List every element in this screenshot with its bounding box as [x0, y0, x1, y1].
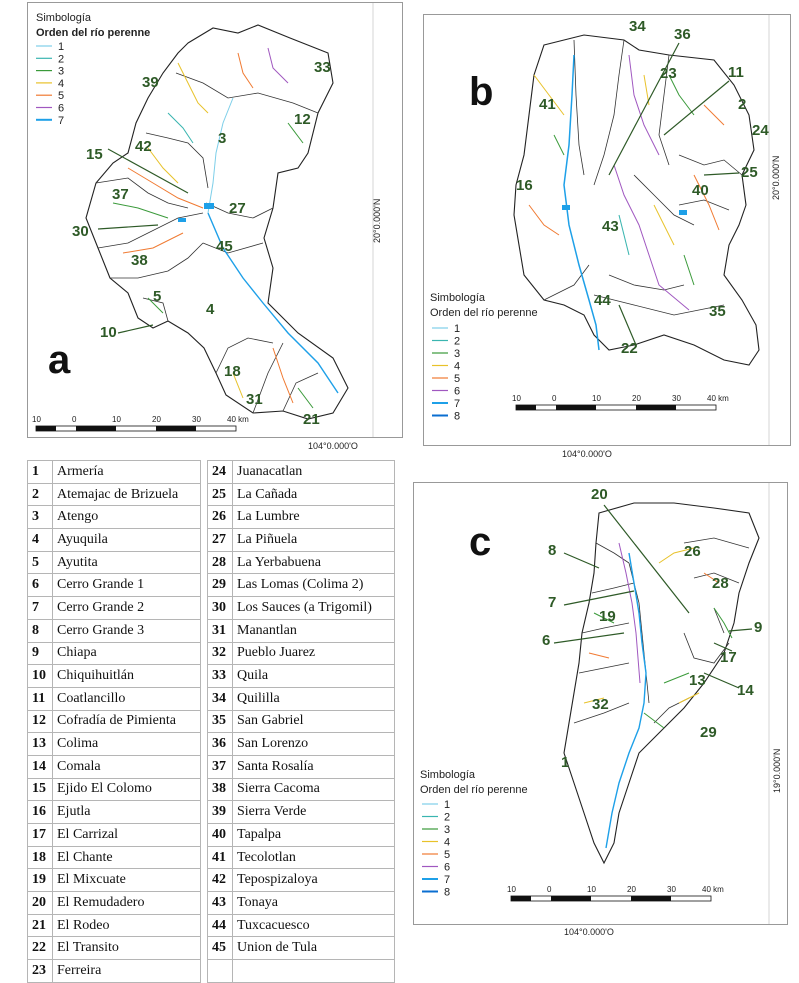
- basin-number-label: 43: [602, 218, 619, 235]
- basin-number: 26: [208, 506, 233, 529]
- basin-name: Tonaya: [233, 892, 395, 915]
- basin-number-label: 34: [629, 18, 646, 35]
- basin-name: Cofradía de Pimienta: [53, 710, 201, 733]
- basin-number: 39: [208, 801, 233, 824]
- label-leader-line: [664, 81, 729, 135]
- scale-label: 10: [512, 394, 521, 403]
- legend-order-label: 6: [58, 102, 65, 115]
- basin-name: Ayutita: [53, 551, 201, 574]
- lon-label-c: 104°0.000'O: [564, 927, 614, 937]
- basin-name: El Remudadero: [53, 892, 201, 915]
- basin-name: Quililla: [233, 687, 395, 710]
- basin-number-label: 12: [294, 111, 311, 128]
- basin-number-label: 25: [741, 164, 758, 181]
- basin-number-label: 15: [86, 146, 103, 163]
- scale-label: 0: [547, 885, 552, 894]
- basin-number-label: 44: [594, 292, 611, 309]
- basin-row: [208, 846, 395, 869]
- basin-table-left: [27, 460, 201, 983]
- basin-row: [208, 483, 395, 506]
- label-leader-line: [554, 633, 624, 643]
- basin-number: 20: [28, 892, 53, 915]
- basin-number-label: 40: [692, 182, 709, 199]
- lat-label-b: 20°0.000'N: [771, 155, 781, 200]
- lon-label-b: 104°0.000'O: [562, 449, 612, 459]
- basin-name: Sierra Verde: [233, 801, 395, 824]
- basin-row: [208, 733, 395, 756]
- basin-labels-c: [542, 486, 762, 771]
- sub-basin-boundaries-b: [544, 40, 742, 315]
- panel-letter-a: a: [48, 338, 71, 382]
- legend-order-label: 4: [58, 77, 65, 90]
- basin-name: Tepospizaloya: [233, 869, 395, 892]
- basin-row: [28, 687, 201, 710]
- basin-name: Chiapa: [53, 642, 201, 665]
- scale-labels-c: [507, 885, 724, 894]
- basin-name: Atemajac de Brizuela: [53, 483, 201, 506]
- basin-number: 22: [28, 937, 53, 960]
- scale-bar-b: [516, 405, 716, 410]
- basin-number: 10: [28, 665, 53, 688]
- legend-order-label: 6: [444, 861, 451, 874]
- basin-name: Pueblo Juarez: [233, 642, 395, 665]
- basin-name: La Piñuela: [233, 529, 395, 552]
- basin-name: Cerro Grande 2: [53, 597, 201, 620]
- legend-order-label: 1: [444, 799, 451, 811]
- basin-name: La Lumbre: [233, 506, 395, 529]
- basin-number: 15: [28, 778, 53, 801]
- basin-number: 9: [28, 642, 53, 665]
- basin-number-label: 30: [72, 223, 89, 240]
- basin-row: [208, 960, 395, 983]
- basin-number-label: 5: [153, 288, 162, 305]
- basin-row: [208, 892, 395, 915]
- panel-letter-b: b: [469, 70, 494, 114]
- basin-row: [28, 642, 201, 665]
- basin-number-label: 31: [246, 391, 263, 408]
- basin-number: 19: [28, 869, 53, 892]
- basin-number-label: 28: [712, 575, 729, 592]
- rivers-b: [529, 55, 724, 350]
- basin-row: [28, 733, 201, 756]
- legend-order-label: 1: [454, 323, 461, 335]
- basin-row: [28, 597, 201, 620]
- lat-label-a: 20°0.000'N: [372, 198, 382, 243]
- basin-number-label: 8: [548, 542, 557, 559]
- basin-name: Tapalpa: [233, 824, 395, 847]
- map-b: [424, 15, 790, 459]
- basin-number-label: 38: [131, 252, 148, 269]
- basin-number-label: 11: [728, 64, 744, 81]
- scale-label: 20: [632, 394, 641, 403]
- basin-number-label: 42: [135, 138, 152, 155]
- label-leader-line: [118, 325, 153, 333]
- basin-row: [208, 824, 395, 847]
- basin-row: [208, 869, 395, 892]
- basin-number: 40: [208, 824, 233, 847]
- basin-name: Colima: [53, 733, 201, 756]
- legend-order-label: 8: [444, 886, 451, 899]
- basin-number: 13: [28, 733, 53, 756]
- legend-order-label: 2: [444, 811, 451, 824]
- basin-row: [208, 551, 395, 574]
- basin-name: Union de Tula: [233, 937, 395, 960]
- legend-order-label: 5: [444, 849, 451, 861]
- basin-number-label: 3: [218, 130, 227, 147]
- basin-number-label: 22: [621, 340, 638, 357]
- basin-number-label: 36: [674, 26, 691, 43]
- basin-number-label: 19: [599, 608, 616, 625]
- basin-number-label: 20: [591, 486, 608, 503]
- basin-row: [28, 619, 201, 642]
- label-leader-line: [704, 673, 739, 688]
- legend-title-a: Simbología: [36, 12, 92, 24]
- basin-row: [28, 755, 201, 778]
- basin-number: 32: [208, 642, 233, 665]
- basin-row: [208, 755, 395, 778]
- basin-number-label: 16: [516, 177, 533, 194]
- legend-subtitle-a: Orden del río perenne: [36, 27, 151, 39]
- legend-b: [432, 323, 460, 423]
- basin-number: 4: [28, 529, 53, 552]
- legend-title-b: Simbología: [430, 292, 486, 304]
- scale-labels-a: [32, 415, 249, 424]
- basin-row: [28, 892, 201, 915]
- scale-label: 30: [672, 394, 681, 403]
- basin-number-label: 13: [689, 672, 706, 689]
- basin-number-label: 21: [303, 411, 320, 428]
- sub-basin-boundaries-a: [96, 73, 318, 413]
- lake-b: [679, 210, 687, 215]
- legend-order-label: 2: [58, 53, 65, 66]
- basin-row: [28, 483, 201, 506]
- legend-order-label: 7: [454, 398, 461, 410]
- legend-order-label: 7: [444, 874, 451, 886]
- basin-number-label: 29: [700, 724, 717, 741]
- basin-number: 5: [28, 551, 53, 574]
- basin-number: 29: [208, 574, 233, 597]
- basin-name: El Carrizal: [53, 824, 201, 847]
- basin-number: 3: [28, 506, 53, 529]
- basin-name: San Lorenzo: [233, 733, 395, 756]
- basin-number-label: 10: [100, 324, 117, 341]
- basin-row: [28, 461, 201, 484]
- basin-number: 14: [28, 755, 53, 778]
- basin-number: [208, 960, 233, 983]
- basin-name: Ferreira: [53, 960, 201, 983]
- basin-number-label: 6: [542, 632, 551, 649]
- panel-letter-c: c: [469, 520, 492, 564]
- basin-name: Juanacatlan: [233, 461, 395, 484]
- legend-order-label: 6: [454, 385, 461, 398]
- legend-a: [36, 41, 64, 127]
- basin-name: El Chante: [53, 846, 201, 869]
- basin-name: Ejutla: [53, 801, 201, 824]
- basin-name: San Gabriel: [233, 710, 395, 733]
- basin-name: Chiquihuitlán: [53, 665, 201, 688]
- legend-subtitle-c: Orden del río perenne: [420, 784, 528, 796]
- basin-number-label: 14: [737, 682, 754, 699]
- basin-row: [28, 506, 201, 529]
- basin-name: La Cañada: [233, 483, 395, 506]
- basin-labels-a: [72, 59, 331, 428]
- basin-row: [208, 665, 395, 688]
- basin-name: Los Sauces (a Trigomil): [233, 597, 395, 620]
- legend-order-label: 8: [454, 410, 461, 423]
- basin-number: 44: [208, 914, 233, 937]
- basin-number: 24: [208, 461, 233, 484]
- basin-row: [28, 801, 201, 824]
- legend-c: [422, 799, 450, 899]
- basin-row: [208, 710, 395, 733]
- basin-name: Ayuquila: [53, 529, 201, 552]
- basin-row: [28, 665, 201, 688]
- basin-name: Las Lomas (Colima 2): [233, 574, 395, 597]
- basin-number: 12: [28, 710, 53, 733]
- scale-label: 40 km: [707, 394, 729, 403]
- basin-name: Atengo: [53, 506, 201, 529]
- basin-labels-b: [516, 18, 769, 357]
- basin-row: [28, 574, 201, 597]
- label-leader-line: [604, 505, 689, 613]
- basin-number: 34: [208, 687, 233, 710]
- legend-order-label: 3: [58, 65, 65, 78]
- lat-label-c: 19°0.000'N: [772, 748, 782, 793]
- basin-row: [208, 801, 395, 824]
- basin-number-label: 39: [142, 74, 159, 91]
- scale-label: 0: [552, 394, 557, 403]
- scale-label: 20: [152, 415, 161, 424]
- scale-label: 0: [72, 415, 77, 424]
- basin-name: Cerro Grande 3: [53, 619, 201, 642]
- basin-name: Sierra Cacoma: [233, 778, 395, 801]
- basin-number-label: 33: [314, 59, 331, 76]
- basin-name: Santa Rosalía: [233, 755, 395, 778]
- basin-number-label: 1: [561, 754, 570, 771]
- basin-number: 8: [28, 619, 53, 642]
- basin-outline-a: [86, 25, 348, 419]
- basin-row: [208, 506, 395, 529]
- basin-number: 36: [208, 733, 233, 756]
- basin-row: [208, 914, 395, 937]
- basin-row: [28, 529, 201, 552]
- map-c: [414, 483, 787, 937]
- basin-number: 18: [28, 846, 53, 869]
- basin-row: [28, 869, 201, 892]
- basin-row: [208, 529, 395, 552]
- basin-number-label: 18: [224, 363, 241, 380]
- basin-name: Coatlancillo: [53, 687, 201, 710]
- label-leader-line: [619, 305, 636, 345]
- basin-row: [208, 937, 395, 960]
- basin-number-label: 9: [754, 619, 763, 636]
- scale-bar-c: [511, 896, 711, 901]
- legend-title-c: Simbología: [420, 769, 476, 781]
- basin-number: 17: [28, 824, 53, 847]
- basin-number: 6: [28, 574, 53, 597]
- basin-number-label: 35: [709, 303, 726, 320]
- basin-name: Tecolotlan: [233, 846, 395, 869]
- legend-order-label: 7: [58, 114, 65, 127]
- legend-order-label: 4: [444, 836, 451, 849]
- basin-number-label: 4: [206, 301, 215, 318]
- basin-number: 2: [28, 483, 53, 506]
- basin-number-label: 45: [216, 238, 233, 255]
- basin-name: Cerro Grande 1: [53, 574, 201, 597]
- basin-number: 42: [208, 869, 233, 892]
- basin-row: [28, 551, 201, 574]
- lake-a: [204, 203, 214, 209]
- map-a: [28, 3, 402, 451]
- basin-number: 31: [208, 619, 233, 642]
- basin-name: Ejido El Colomo: [53, 778, 201, 801]
- basin-name: Manantlan: [233, 619, 395, 642]
- basin-name: Quila: [233, 665, 395, 688]
- scale-label: 10: [587, 885, 596, 894]
- basin-row: [208, 461, 395, 484]
- basin-number: 35: [208, 710, 233, 733]
- label-leader-line: [564, 591, 634, 605]
- scale-label: 10: [32, 415, 41, 424]
- basin-name: La Yerbabuena: [233, 551, 395, 574]
- scale-labels-b: [512, 394, 729, 403]
- basin-row: [28, 824, 201, 847]
- basin-row: [208, 597, 395, 620]
- basin-name: Comala: [53, 755, 201, 778]
- basin-number: 28: [208, 551, 233, 574]
- basin-number: 11: [28, 687, 53, 710]
- legend-order-label: 2: [454, 335, 461, 348]
- scale-label: 10: [112, 415, 121, 424]
- scale-bar-a: [36, 426, 236, 431]
- basin-row: [28, 710, 201, 733]
- scale-label: 10: [592, 394, 601, 403]
- basin-number: 33: [208, 665, 233, 688]
- label-leader-line: [609, 43, 679, 175]
- basin-row: [208, 574, 395, 597]
- basin-row: [28, 960, 201, 983]
- legend-subtitle-b: Orden del río perenne: [430, 307, 538, 319]
- basin-row: [28, 778, 201, 801]
- basin-number: 38: [208, 778, 233, 801]
- basin-number: 41: [208, 846, 233, 869]
- lake-a: [178, 218, 186, 222]
- basin-number-label: 37: [112, 186, 129, 203]
- legend-order-label: 3: [454, 348, 461, 360]
- basin-row: [208, 642, 395, 665]
- map-panel-c: [413, 482, 788, 937]
- label-leader-line: [98, 225, 158, 229]
- basin-number-label: 2: [738, 96, 747, 113]
- basin-number: 21: [28, 914, 53, 937]
- basin-name: El Rodeo: [53, 914, 201, 937]
- basin-number-label: 17: [720, 649, 737, 666]
- scale-label: 10: [507, 885, 516, 894]
- scale-label: 40 km: [227, 415, 249, 424]
- basin-name: Armería: [53, 461, 201, 484]
- basin-number: 25: [208, 483, 233, 506]
- basin-row: [28, 937, 201, 960]
- basin-row: [28, 914, 201, 937]
- legend-order-label: 5: [454, 373, 461, 385]
- basin-number-label: 7: [548, 594, 557, 611]
- basin-row: [208, 687, 395, 710]
- basin-number: 23: [28, 960, 53, 983]
- basin-row: [208, 619, 395, 642]
- map-panel-a: [27, 2, 403, 451]
- basin-number-label: 23: [660, 65, 677, 82]
- basin-number: 7: [28, 597, 53, 620]
- basin-row: [28, 846, 201, 869]
- legend-order-label: 3: [444, 824, 451, 836]
- scale-label: 20: [627, 885, 636, 894]
- lon-label-a: 104°0.000'O: [308, 441, 358, 451]
- basin-number: 27: [208, 529, 233, 552]
- basin-number: 43: [208, 892, 233, 915]
- basin-number: 45: [208, 937, 233, 960]
- label-leader-line: [564, 553, 599, 568]
- legend-order-label: 1: [58, 41, 65, 53]
- scale-label: 30: [192, 415, 201, 424]
- basin-number-label: 32: [592, 696, 609, 713]
- basin-number: 37: [208, 755, 233, 778]
- basin-number: 16: [28, 801, 53, 824]
- basin-name: [233, 960, 395, 983]
- basin-name: El Transito: [53, 937, 201, 960]
- legend-order-label: 4: [454, 360, 461, 373]
- basin-number: 1: [28, 461, 53, 484]
- label-leader-line: [704, 173, 739, 175]
- basin-number-label: 26: [684, 543, 701, 560]
- basin-outline-c: [564, 503, 759, 863]
- scale-label: 40 km: [702, 885, 724, 894]
- basin-number-label: 24: [752, 122, 769, 139]
- map-panel-b: [423, 14, 791, 459]
- scale-label: 30: [667, 885, 676, 894]
- basin-name: Tuxcacuesco: [233, 914, 395, 937]
- lake-b: [562, 205, 570, 210]
- basin-name: El Mixcuate: [53, 869, 201, 892]
- basin-number-label: 27: [229, 200, 246, 217]
- legend-order-label: 5: [58, 90, 65, 103]
- basin-number: 30: [208, 597, 233, 620]
- basin-row: [208, 778, 395, 801]
- basin-number-label: 41: [539, 96, 556, 113]
- basin-table-right: [207, 460, 395, 983]
